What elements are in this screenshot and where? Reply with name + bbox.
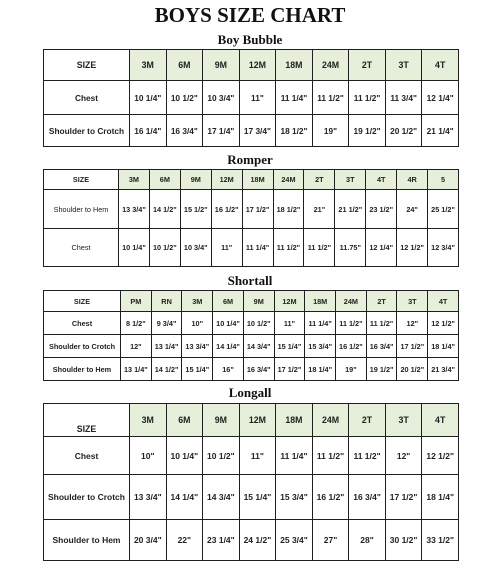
page-title: BOYS SIZE CHART [154,3,346,27]
measurement-cell: 20 1/2" [397,358,428,381]
size-header-cell: 3T [335,170,366,190]
size-header-cell: 12M [239,404,276,437]
measurement-cell: 15 1/4" [274,335,305,358]
size-header-cell: 18M [276,404,313,437]
longall-size-table [43,403,459,561]
measurement-cell: 11" [274,312,305,335]
measurement-cell: 11 1/4" [276,437,313,475]
measurement-cell: 16" [213,358,244,381]
measurement-label: Shoulder to Crotch [44,335,121,358]
measurement-label: Shoulder to Hem [44,520,130,561]
measurement-cell: 14 3/4" [203,475,240,520]
table-row [44,520,459,561]
measurement-label: Shoulder to Crotch [44,475,130,520]
size-header-cell: 3T [397,291,428,312]
measurement-cell: 23 1/4" [203,520,240,561]
measurement-cell: 24 1/2" [239,520,276,561]
measurement-cell: 12 3/4" [428,229,459,267]
table-row [44,312,459,335]
measurement-cell: 11 1/2" [312,437,349,475]
table-row [44,437,459,475]
measurement-cell: 17 1/2" [242,190,273,229]
measurement-cell: 33 1/2" [422,520,459,561]
size-header-cell: 3M [130,50,167,81]
size-header-cell: 6M [166,50,203,81]
size-header-cell: 4T [422,404,459,437]
size-header-cell: 6M [149,170,180,190]
size-header-cell: 2T [349,404,386,437]
measurement-cell: 18 1/2" [276,115,313,147]
measurement-cell: 10 1/2" [166,81,203,115]
measurement-cell: 14 1/2" [149,190,180,229]
measurement-cell: 12" [385,437,422,475]
measurement-cell: 16 1/4" [130,115,167,147]
measurement-cell: 12" [397,312,428,335]
measurement-cell: 28" [349,520,386,561]
measurement-cell: 11 1/4" [276,81,313,115]
size-header-cell: 3M [182,291,213,312]
measurement-cell: 12 1/2" [428,312,459,335]
size-header-cell: 3M [119,170,150,190]
measurement-cell: 10 1/4" [119,229,150,267]
measurement-label: Shoulder to Hem [44,190,119,229]
size-column-header: SIZE [44,50,130,81]
measurement-cell: 11 1/2" [304,229,335,267]
measurement-cell: 19" [336,358,367,381]
measurement-cell: 10" [130,437,167,475]
size-header-cell: 24M [312,50,349,81]
size-header-cell: 2T [366,291,397,312]
size-header-cell: 9M [203,404,240,437]
table-row [44,335,459,358]
measurement-cell: 16 1/2" [211,190,242,229]
measurement-cell: 23 1/2" [366,190,397,229]
measurement-cell: 15 1/4" [239,475,276,520]
measurement-cell: 12 1/2" [397,229,428,267]
size-header-cell: 3T [385,404,422,437]
measurement-cell: 19 1/2" [349,115,386,147]
measurement-cell: 21" [304,190,335,229]
measurement-cell: 10 1/4" [166,437,203,475]
section-title-romper: Romper [227,152,273,167]
table-row [44,475,459,520]
measurement-cell: 10 1/4" [213,312,244,335]
measurement-cell: 12 1/2" [422,437,459,475]
measurement-cell: 17 1/4" [203,115,240,147]
size-header-cell: 12M [274,291,305,312]
measurement-cell: 11" [239,437,276,475]
measurement-cell: 10" [182,312,213,335]
measurement-cell: 10 1/4" [130,81,167,115]
size-header-cell: 2T [349,50,386,81]
measurement-cell: 11" [211,229,242,267]
measurement-label: Chest [44,437,130,475]
size-header-cell: 18M [305,291,336,312]
size-column-header: SIZE [44,291,121,312]
measurement-cell: 16 3/4" [243,358,274,381]
measurement-cell: 13 3/4" [130,475,167,520]
section-title-longall: Longall [228,385,272,400]
measurement-cell: 11 3/4" [385,81,422,115]
measurement-cell: 16 3/4" [166,115,203,147]
boy-bubble-size-table [43,49,459,147]
size-header-cell: 4T [422,50,459,81]
measurement-cell: 17 1/2" [274,358,305,381]
table-row [44,115,459,147]
measurement-cell: 12" [121,335,152,358]
measurement-cell: 10 3/4" [180,229,211,267]
measurement-cell: 17 1/2" [397,335,428,358]
measurement-cell: 15 3/4" [276,475,313,520]
measurement-cell: 9 3/4" [151,312,182,335]
measurement-cell: 11 1/2" [273,229,304,267]
table-row [44,190,459,229]
measurement-cell: 27" [312,520,349,561]
measurement-cell: 11 1/2" [312,81,349,115]
measurement-cell: 10 1/2" [243,312,274,335]
measurement-cell: 13 3/4" [182,335,213,358]
measurement-cell: 22" [166,520,203,561]
size-header-cell: 24M [336,291,367,312]
measurement-cell: 25 3/4" [276,520,313,561]
measurement-cell: 18 1/4" [422,475,459,520]
measurement-cell: 20 3/4" [130,520,167,561]
section-title-boy-bubble: Boy Bubble [217,32,283,47]
measurement-cell: 8 1/2" [121,312,152,335]
measurement-cell: 18 1/4" [305,358,336,381]
measurement-cell: 15 3/4" [305,335,336,358]
measurement-cell: 11 1/2" [349,81,386,115]
size-header-cell: PM [121,291,152,312]
measurement-cell: 11" [239,81,276,115]
size-header-cell: 12M [211,170,242,190]
measurement-cell: 16 1/2" [312,475,349,520]
size-header-cell: 6M [213,291,244,312]
section-title-shortall: Shortall [227,273,273,288]
size-header-cell: 5 [428,170,459,190]
table-row [44,229,459,267]
measurement-cell: 13 1/4" [151,335,182,358]
measurement-cell: 20 1/2" [385,115,422,147]
measurement-cell: 12 1/4" [366,229,397,267]
measurement-cell: 11 1/2" [366,312,397,335]
measurement-cell: 16 3/4" [366,335,397,358]
size-header-cell: 3T [385,50,422,81]
measurement-cell: 16 1/2" [336,335,367,358]
measurement-cell: 14 1/4" [166,475,203,520]
measurement-cell: 11 1/2" [349,437,386,475]
measurement-cell: 14 1/2" [151,358,182,381]
measurement-cell: 21 1/4" [422,115,459,147]
size-header-cell: 18M [242,170,273,190]
size-column-header: SIZE [44,170,119,190]
measurement-label: Shoulder to Crotch [44,115,130,147]
measurement-label: Shoulder to Hem [44,358,121,381]
measurement-cell: 14 3/4" [243,335,274,358]
size-header-cell: 24M [312,404,349,437]
size-header-cell: 24M [273,170,304,190]
size-header-cell: RN [151,291,182,312]
measurement-cell: 19" [312,115,349,147]
measurement-label: Chest [44,229,119,267]
measurement-cell: 21 3/4" [428,358,459,381]
size-header-cell: 9M [203,50,240,81]
size-header-cell: 18M [276,50,313,81]
measurement-cell: 10 3/4" [203,81,240,115]
size-column-header: SIZE [44,404,130,437]
measurement-label: Chest [44,81,130,115]
size-header-cell: 9M [243,291,274,312]
measurement-label: Chest [44,312,121,335]
size-header-cell: 12M [239,50,276,81]
measurement-cell: 12 1/4" [422,81,459,115]
size-header-cell: 4T [366,170,397,190]
measurement-cell: 11.75" [335,229,366,267]
measurement-cell: 15 1/4" [182,358,213,381]
measurement-cell: 21 1/2" [335,190,366,229]
measurement-cell: 24" [397,190,428,229]
measurement-cell: 16 3/4" [349,475,386,520]
measurement-cell: 14 1/4" [213,335,244,358]
measurement-cell: 13 3/4" [119,190,150,229]
size-header-cell: 3M [130,404,167,437]
measurement-cell: 19 1/2" [366,358,397,381]
measurement-cell: 18 1/2" [273,190,304,229]
measurement-cell: 25 1/2" [428,190,459,229]
size-header-cell: 2T [304,170,335,190]
measurement-cell: 17 3/4" [239,115,276,147]
measurement-cell: 11 1/4" [242,229,273,267]
measurement-cell: 15 1/2" [180,190,211,229]
table-row [44,81,459,115]
size-header-cell: 4R [397,170,428,190]
measurement-cell: 10 1/2" [203,437,240,475]
shortall-size-table [43,290,459,381]
measurement-cell: 13 1/4" [121,358,152,381]
measurement-cell: 18 1/4" [428,335,459,358]
size-header-cell: 4T [428,291,459,312]
measurement-cell: 30 1/2" [385,520,422,561]
size-header-cell: 6M [166,404,203,437]
size-header-cell: 9M [180,170,211,190]
measurement-cell: 10 1/2" [149,229,180,267]
table-row [44,358,459,381]
measurement-cell: 11 1/4" [305,312,336,335]
romper-size-table [43,169,459,267]
measurement-cell: 11 1/2" [336,312,367,335]
measurement-cell: 17 1/2" [385,475,422,520]
